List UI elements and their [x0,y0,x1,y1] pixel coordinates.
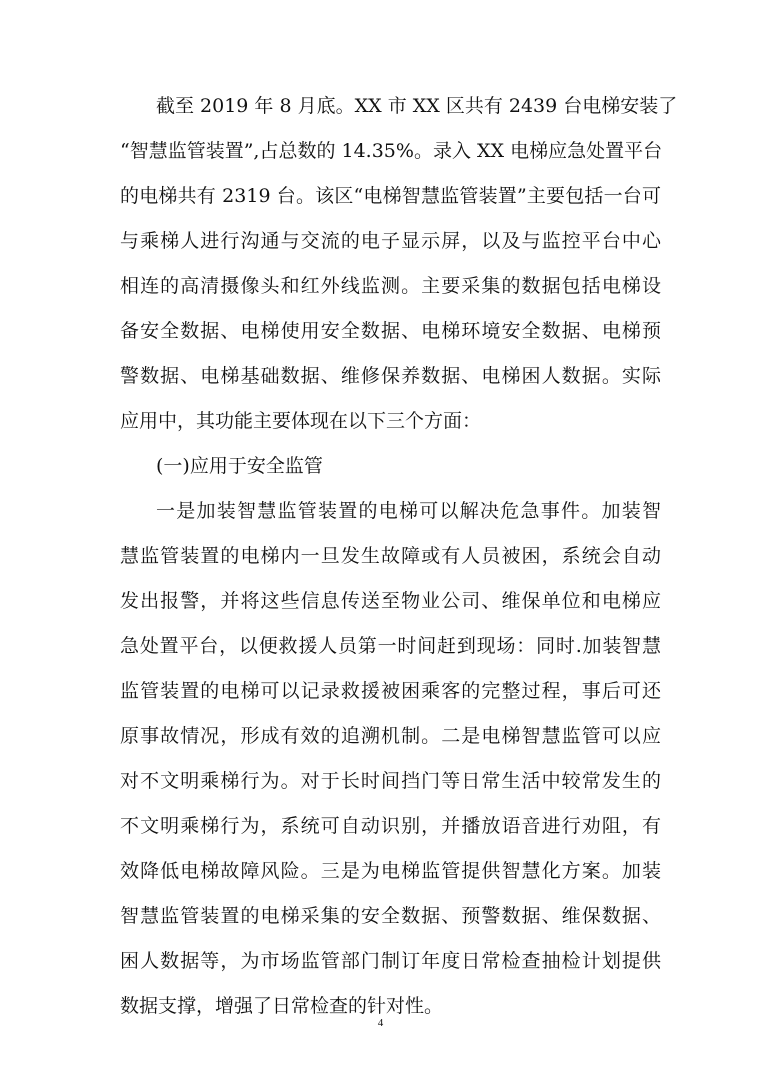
paragraph-intro-line-8: 应用中，其功能主要体现在以下三个方面： [120,410,482,432]
paragraph-body-line-2: 慧监管装置的电梯内一旦发生故障或有人员被困，系统会自动 [120,545,661,567]
paragraph-body-line-7: 对不文明乘梯行为。对于长时间挡门等日常生活中较常发生的 [120,770,661,792]
paragraph-intro-line-2: “智慧监管装置”,占总数的 14.35%。录入 XX 电梯应急处置平台 [120,140,663,162]
page-number: 4 [377,1017,384,1029]
paragraph-body-line-9: 效降低电梯故障风险。三是为电梯监管提供智慧化方案。加装 [120,860,661,882]
paragraph-intro-line-1: 截至 2019 年 8 月底。XX 市 XX 区共有 2439 台电梯安装了 [156,95,678,117]
paragraph-body-line-5: 监管装置的电梯可以记录救援被困乘客的完整过程，事后可还 [120,680,661,702]
paragraph-body-line-8: 不文明乘梯行为，系统可自动识别，并播放语音进行劝阻，有 [120,815,661,837]
paragraph-intro-line-7: 警数据、电梯基础数据、维修保养数据、电梯困人数据。实际 [120,365,661,387]
paragraph-intro-line-4: 与乘梯人进行沟通与交流的电子显示屏，以及与监控平台中心 [120,230,661,252]
paragraph-body-line-12: 数据支撑，增强了日常检查的针对性。 [120,995,444,1017]
paragraph-intro-line-5: 相连的高清摄像头和红外线监测。主要采集的数据包括电梯设 [120,275,661,297]
paragraph-body-line-6: 原事故情况，形成有效的追溯机制。二是电梯智慧监管可以应 [120,725,661,747]
paragraph-intro-line-3: 的电梯共有 2319 台。该区“电梯智慧监管装置”主要包括一台可 [120,185,661,207]
section-heading: (一)应用于安全监管 [156,455,323,477]
paragraph-body-line-11: 困人数据等，为市场监管部门制订年度日常检查抽检计划提供 [120,950,661,972]
paragraph-intro-line-6: 备安全数据、电梯使用安全数据、电梯环境安全数据、电梯预 [120,320,661,342]
paragraph-body-line-3: 发出报警，并将这些信息传送至物业公司、维保单位和电梯应 [120,590,661,612]
paragraph-body-line-10: 智慧监管装置的电梯采集的安全数据、预警数据、维保数据、 [120,905,661,927]
paragraph-body-line-1: 一是加装智慧监管装置的电梯可以解决危急事件。加装智 [156,500,661,522]
paragraph-body-line-4: 急处置平台，以便救援人员第一时间赶到现场：同时.加装智慧 [120,635,661,657]
